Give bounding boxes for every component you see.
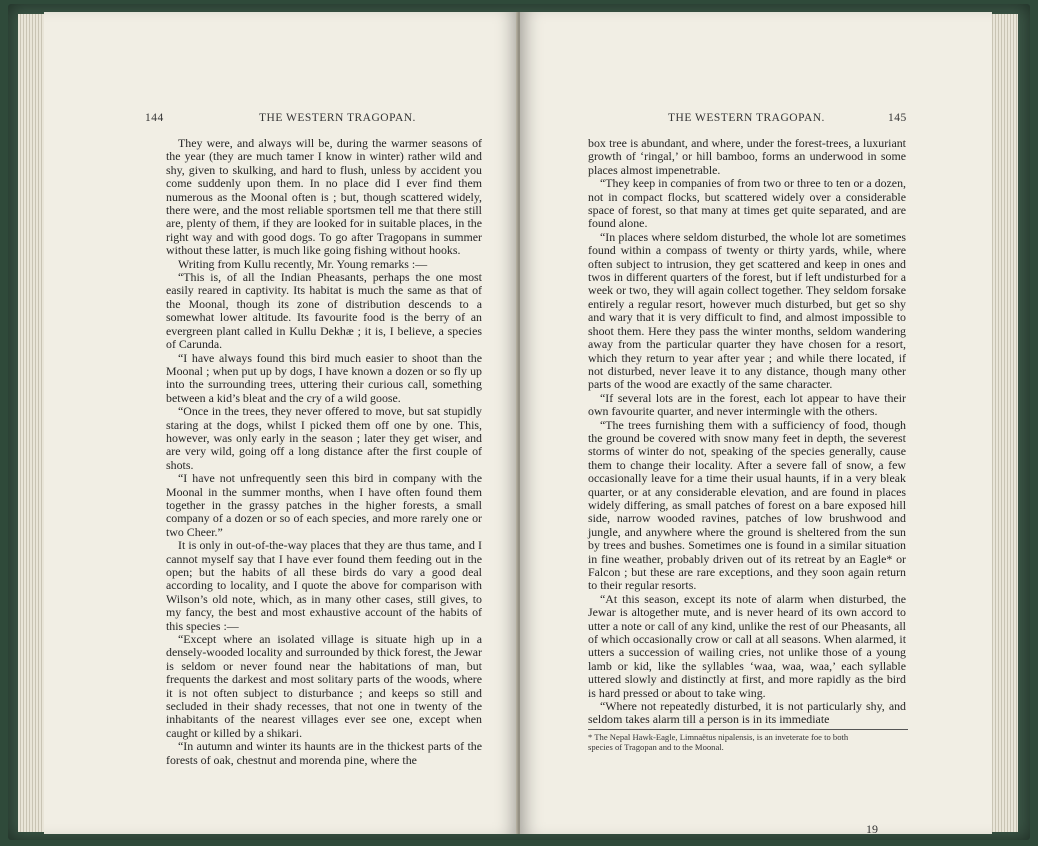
- paragraph: “In places where seldom disturbed, the whole lot are sometimes found within a compass of twenty or thirty yards, while, where often subject to intrusion, they get scattered and keep in ones and twos in different quarters of the forest, but if left undisturbed for a week or two, they will again collect together. They seldom forsake entirely a regular resort, however much disturbed, but get so shy and wary that it is very difficult to find, and almost impossible to shoot them. Here they pass the winter months, seldom wandering away from the particular quarter they have chosen for a resort, which they return to year after year ; and while there located, if not disturbed, never leave it to any distance, though many other parts of the wood are exactly of the same character.: [588, 229, 906, 392]
- paragraph: “The trees furnishing them with a sufficiency of food, though the ground be covered with snow many feet in depth, the severest storms of winter do not, speaking of the species generally, cause them to change their locality. After a severe fall of snow, a few occasionally leave for a time their usual haunts, if in a very bleak quarter, or at any considerable elevation, and are found in places widely differing, as small patches of forest on a bare exposed hill side, narrow wooded ravines, patches of low brushwood and jungle, and anywhere where the ground is sheltered from the sun by trees and bushes. Sometimes one is found in a similar situation in fine weather, probably driven out of its retreat by an Eagle* or Falcon ; but these are rare exceptions, and they soon again return to their regular resorts.: [588, 417, 906, 593]
- left-page: [44, 12, 518, 834]
- paragraph: “They keep in companies of from two or three to ten or a dozen, not in compact flocks, but scattered widely over a considerable space of forest, so that many at times get quite separated, and are found alone.: [588, 176, 906, 231]
- footnote-rule: [588, 729, 908, 730]
- left-page-edges: [18, 14, 44, 832]
- signature-mark: 19: [866, 822, 878, 834]
- footnote-line: * The Nepal Hawk-Eagle, Limnaëtus nipalensis, is an inveterate foe to both: [588, 731, 849, 742]
- paragraph: “In autumn and winter its haunts are in the thickest parts of the forests of oak, chestnut and morenda pine, where the: [166, 739, 482, 767]
- paragraph: box tree is abundant, and where, under the forest-trees, a luxuriant growth of ‘ringal,’ or hill bamboo, forms an underwood in some places almost impenetrable.: [588, 136, 906, 177]
- right-body-text: [588, 137, 906, 752]
- paragraph: They were, and always will be, during the warmer seasons of the year (they are much tamer I know in winter) rather wild and shy, given to skulking, and hard to flush, unless by accident you come suddenly upon them. In no place did I ever find them numerous as the Moonal often is ; but, though scattered widely, there were, and the most reliable sportsmen tell me that there still are, plenty of them, if they are looked for in suitable places, in the right way and with good dogs. To go after Tragopans in summer without these latter, is much like going fishing without hooks.: [166, 136, 482, 258]
- right-page-number: 145: [888, 112, 907, 124]
- paragraph: “At this season, except its note of alarm when disturbed, the Jewar is altogether mute, and is never heard of its own accord to utter a note or call of any kind, unlike the rest of our Pheasants, all of which occasionally crow or call at all seasons. When alarmed, it utters a succession of wailing cries, not unlike those of a young lamb or kid, like the syllables ‘waa, waa, waa,’ each syllable uttered slowly and distinctly at first, and more rapidly as the bird is hard pressed or about to take wing.: [588, 591, 906, 700]
- paragraph: “I have not unfrequently seen this bird in company with the Moonal in the summer months, when I have often found them together in the grassy patches in the higher forests, a small company of a dozen or so of each species, and more rarely one or two Cheer.”: [166, 471, 482, 539]
- paragraph: “This is, of all the Indian Pheasants, perhaps the one most easily reared in captivity. Its habitat is much the same as that of the Moonal, though its zone of distribution descends to a somewhat lower altitude. Its favourite food is the berry of an evergreen plant called in Kullu Dekhæ ; it is, I believe, a species of Carunda.: [166, 270, 482, 352]
- paragraph: “I have always found this bird much easier to shoot than the Moonal ; when put up by dogs, I have known a dozen or so fly up into the surrounding trees, uttering their curious call, something between a kid’s bleat and the cry of a wild goose.: [166, 350, 482, 405]
- paragraph: “If several lots are in the forest, each lot appear to have their own favourite quarter, and never intermingle with the others.: [588, 390, 906, 419]
- left-running-head: THE WESTERN TRAGOPAN.: [259, 112, 416, 124]
- paragraph: “Except where an isolated village is situate high up in a densely-wooded locality and surrounded by thick forest, the Jewar is seldom or never found near the habitations of man, but frequents the darkest and most solitary parts of the woods, where it is not often subject to disturbance ; and keeps so still and secluded in their shady recesses, that not one in twenty of the inhabitants of the nearest villages ever see one, except when caught or killed by a shikari.: [166, 632, 483, 740]
- paragraph: Writing from Kullu recently, Mr. Young remarks :—: [178, 256, 428, 271]
- left-body-text: [166, 137, 482, 767]
- right-page: [520, 12, 992, 834]
- paragraph: “Once in the trees, they never offered to move, but sat stupidly staring at the dogs, whilst I picked them off one by one. This, however, was only early in the season ; later they get wiser, and are very wild, going off a long distance after the first couple of shots.: [166, 404, 482, 472]
- paragraph: It is only in out-of-the-way places that they are thus tame, and I cannot myself say that I have ever found them feeding out in the open; but the habits of all these birds do vary a good deal according to locality, and I quote the above for comparison with Wilson’s old note, which, as in many other cases, still gives, to my fancy, the best and most exhaustive account of the habits of this species :—: [166, 538, 482, 633]
- footnote-line: species of Tragopan and to the Moonal.: [588, 741, 724, 752]
- right-page-edges: [992, 14, 1018, 832]
- paragraph: “Where not repeatedly disturbed, it is not particularly shy, and seldom takes alarm till a person is in its immediate: [588, 699, 906, 727]
- footnote: [588, 732, 906, 752]
- left-page-number: 144: [145, 112, 164, 124]
- right-running-head: THE WESTERN TRAGOPAN.: [668, 112, 825, 124]
